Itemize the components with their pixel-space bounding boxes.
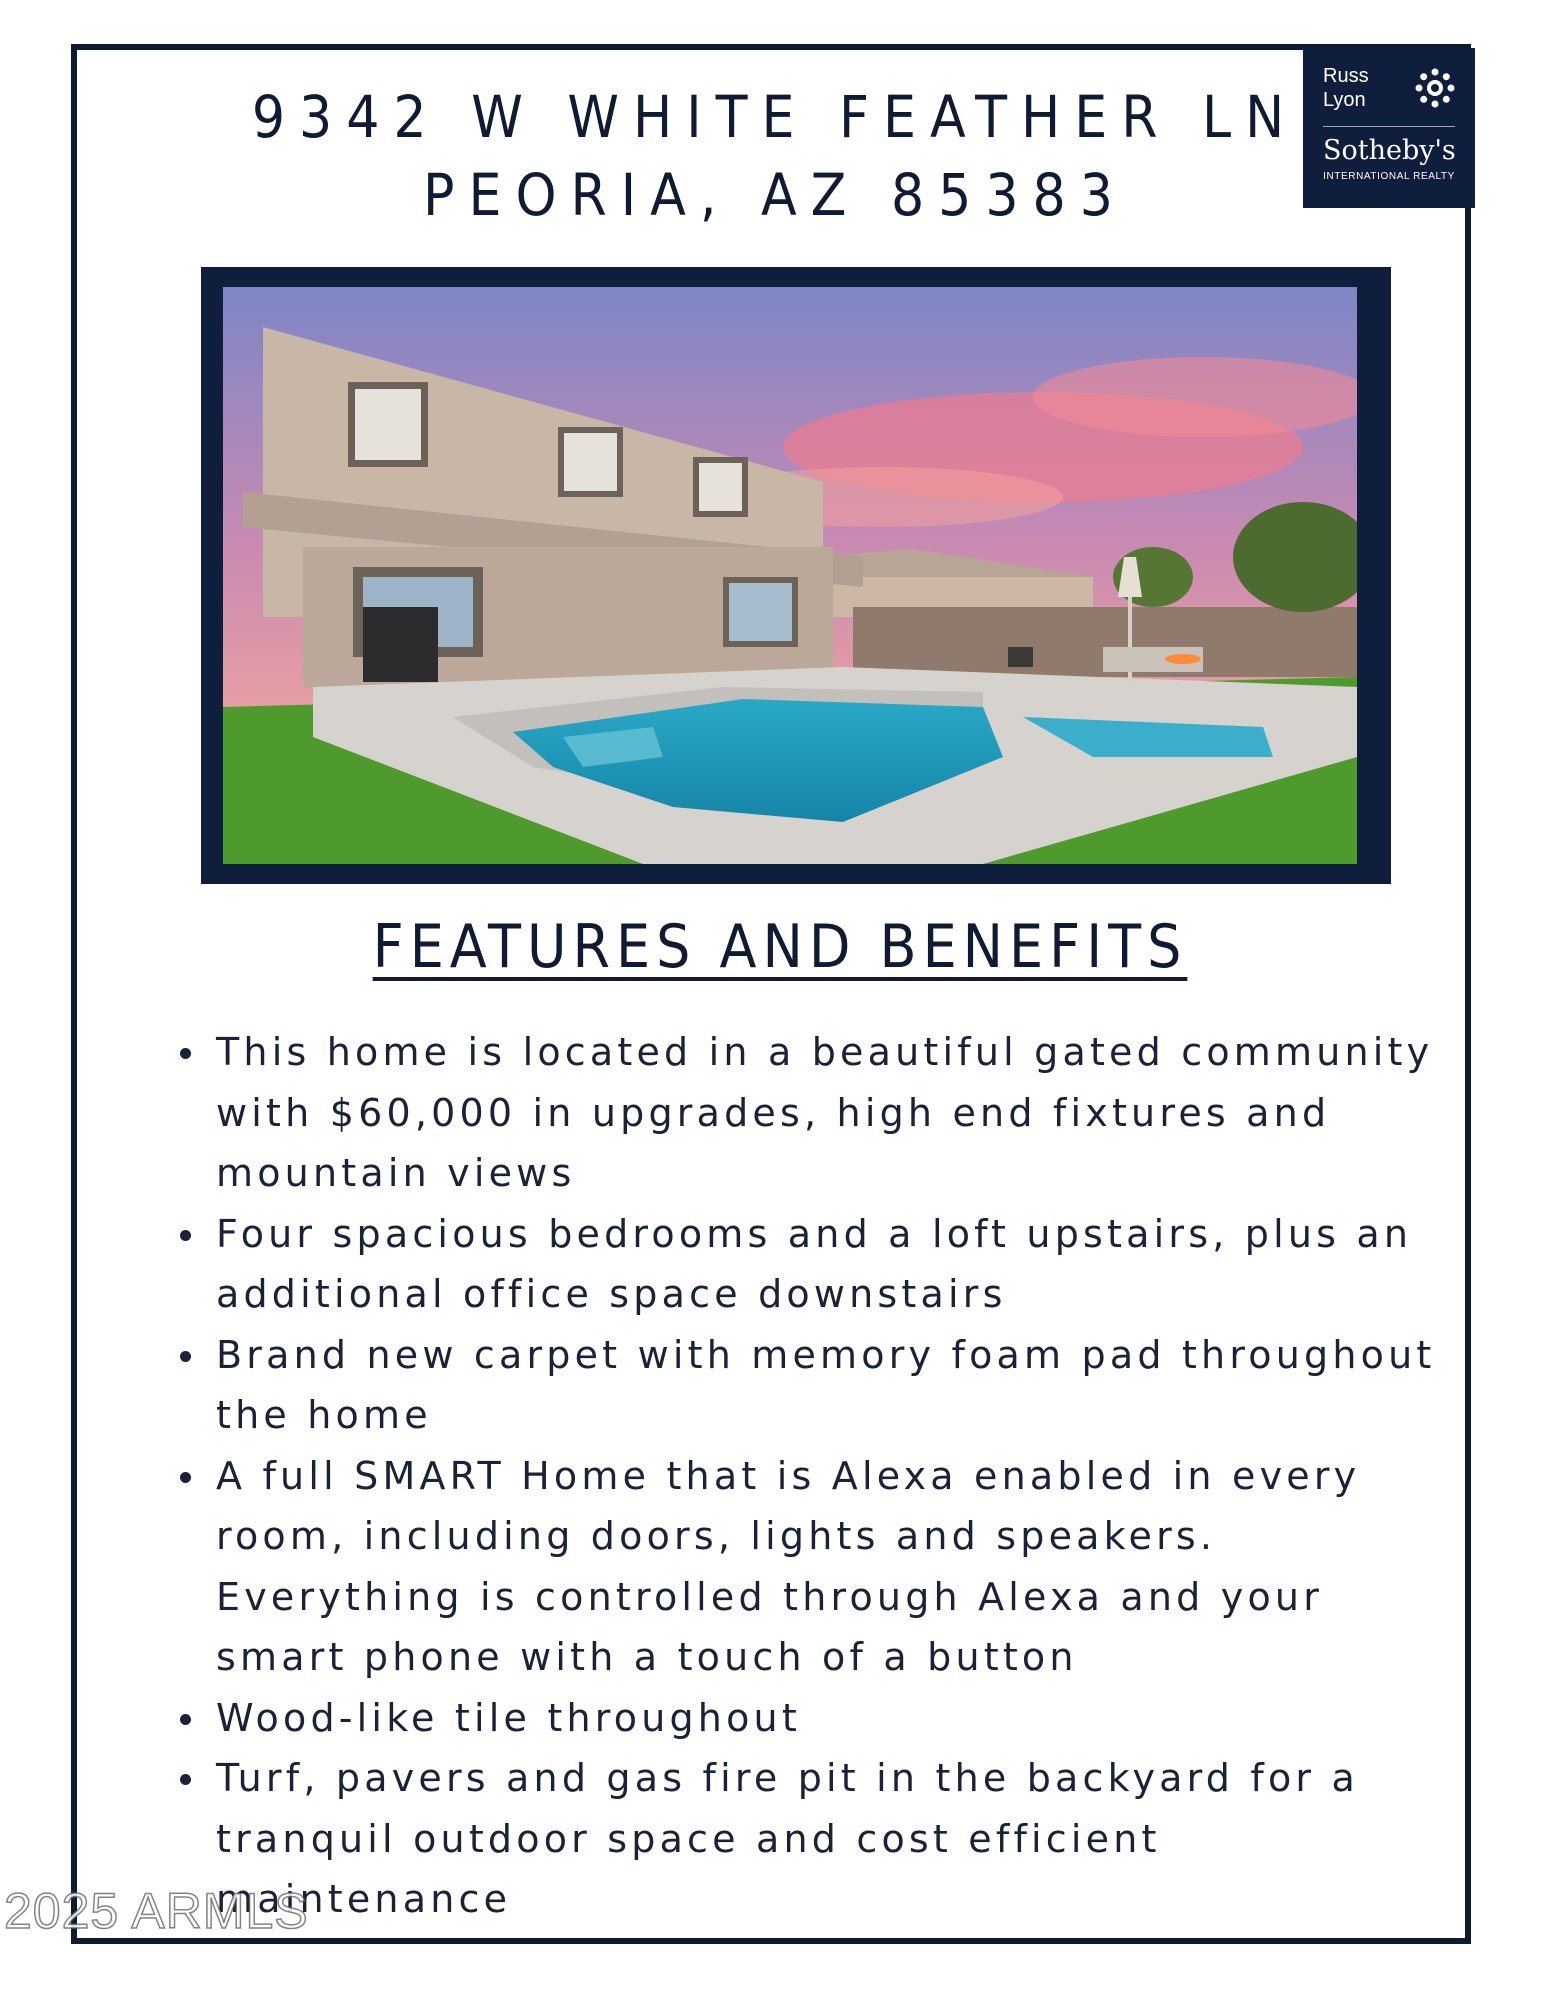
logo-name-line2: Lyon <box>1323 89 1366 111</box>
logo-subtitle: INTERNATIONAL REALTY <box>1323 171 1455 182</box>
list-item: Brand new carpet with memory foam pad throughout the home <box>166 1325 1436 1446</box>
property-address <box>200 78 1350 234</box>
section-title-text: FEATURES AND BENEFITS <box>372 912 1188 982</box>
list-item: Wood-like tile throughout <box>166 1688 1436 1749</box>
logo-name-line1: Russ <box>1323 65 1369 87</box>
address-street: 9342 W WHITE FEATHER LN <box>251 83 1299 151</box>
copyright-watermark: 2025 ARMLS <box>4 1883 309 1939</box>
logo-name <box>1323 64 1369 112</box>
photo-frame <box>201 267 1391 884</box>
section-title <box>200 912 1360 982</box>
backyard-pool-image <box>223 287 1357 864</box>
list-item: A full SMART Home that is Alexa enabled in every room, including doors, lights and speakers. Everything is controlled through Alexa and your smart phone with a touch of a button <box>166 1446 1436 1688</box>
logo-divider <box>1323 126 1455 127</box>
list-item: This home is located in a beautiful gated community with $60,000 in upgrades, high end fixtures and mountain views <box>166 1022 1436 1204</box>
logo-brand: Sotheby's <box>1323 135 1456 166</box>
address-city: PEORIA, AZ 85383 <box>423 161 1127 229</box>
list-item: Four spacious bedrooms and a loft upstairs, plus an additional office space downstairs <box>166 1204 1436 1325</box>
brokerage-logo <box>1303 48 1475 208</box>
property-photo <box>223 287 1357 864</box>
list-item: Turf, pavers and gas fire pit in the backyard for a tranquil outdoor space and cost efficient maintenance <box>166 1748 1436 1930</box>
features-list <box>166 1022 1436 1930</box>
emblem-icon <box>1415 68 1455 108</box>
